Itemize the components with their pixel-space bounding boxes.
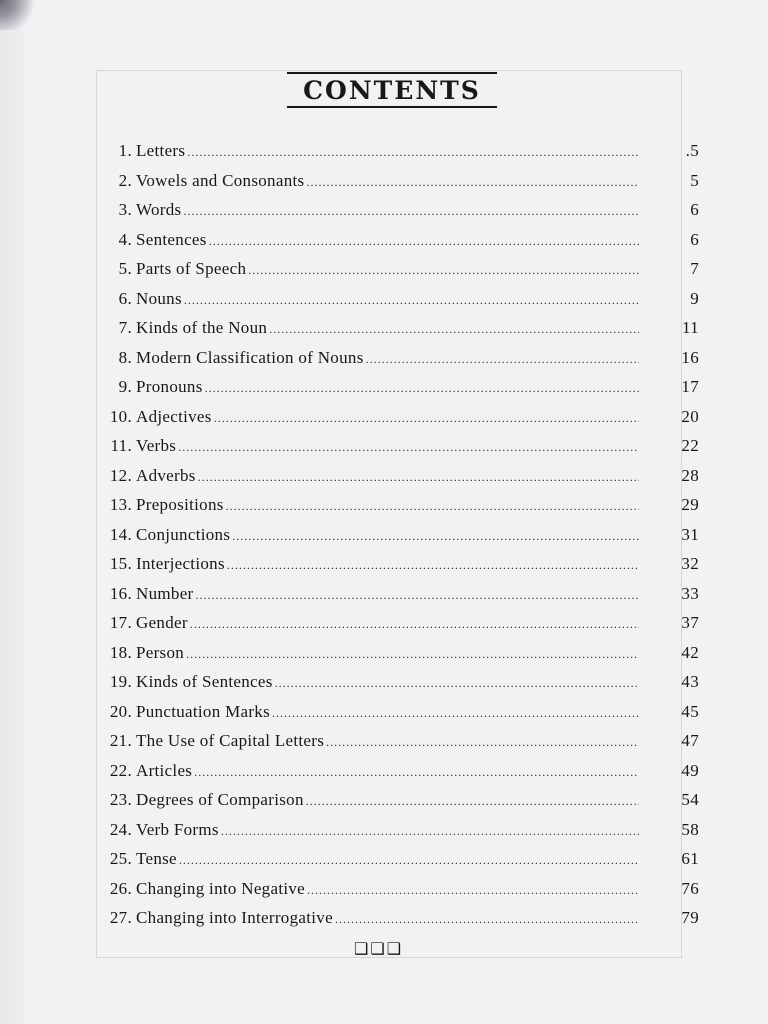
toc-entry-page: 43 (681, 672, 699, 691)
toc-entry-title: Kinds of Sentences (136, 672, 273, 691)
toc-entry (92, 171, 707, 201)
toc-entry-title: The Use of Capital Letters (136, 731, 325, 750)
toc-entry-page: 20 (681, 406, 699, 426)
toc-dot-leader (227, 558, 639, 573)
toc-entry-title: Person (136, 642, 185, 662)
toc-entry-page: 49 (681, 760, 699, 780)
toc-entry-number: 12. (109, 465, 132, 485)
toc-entry-number: 15. (109, 554, 132, 573)
toc-entry-title: Sentences (136, 229, 207, 249)
toc-entry (92, 289, 707, 319)
toc-entry-title: Punctuation Marks (136, 701, 271, 721)
toc-entry-title: Nouns (136, 288, 182, 308)
toc-dot-leader (306, 794, 639, 809)
toc-entry-number: 27. (109, 908, 132, 927)
toc-dot-leader (272, 706, 639, 721)
toc-dot-leader (306, 175, 639, 190)
toc-entry-page: 45 (681, 701, 699, 721)
toc-dot-leader (214, 411, 639, 426)
toc-entry (92, 348, 707, 378)
toc-entry-title: Degrees of Comparison (136, 790, 304, 809)
toc-dot-leader (226, 499, 639, 514)
toc-entry-number: 4. (118, 229, 132, 249)
table-of-contents (92, 141, 707, 938)
toc-entry-number: 16. (109, 583, 132, 603)
toc-entry (92, 790, 707, 820)
toc-entry (92, 377, 707, 407)
toc-entry-title: Verb Forms (136, 819, 219, 839)
toc-entry-title: Number (136, 583, 194, 603)
toc-entry-number: 13. (109, 495, 132, 514)
toc-entry-page: 58 (681, 819, 699, 839)
toc-dot-leader (269, 322, 639, 337)
toc-entry-number: 2. (118, 170, 132, 190)
toc-entry-title: Adjectives (136, 406, 212, 426)
toc-entry (92, 731, 707, 761)
toc-entry (92, 820, 707, 850)
toc-entry (92, 702, 707, 732)
toc-entry (92, 495, 707, 525)
toc-entry (92, 849, 707, 879)
toc-entry-page: 32 (681, 554, 699, 573)
toc-entry-number: 24. (109, 819, 132, 839)
toc-entry (92, 761, 707, 791)
toc-entry-title: Vowels and Consonants (136, 170, 305, 190)
toc-dot-leader (178, 440, 639, 455)
toc-entry-title: Adverbs (136, 465, 196, 485)
end-ornament: ❑❑❑ (354, 939, 404, 958)
toc-entry-number: 8. (118, 347, 132, 367)
toc-entry (92, 436, 707, 466)
toc-entry-page: 11 (682, 318, 699, 337)
page-margin (0, 0, 32, 1024)
toc-dot-leader (194, 765, 639, 780)
toc-entry-number: 7. (118, 318, 132, 337)
toc-entry-title: Prepositions (136, 495, 224, 514)
toc-entry (92, 466, 707, 496)
toc-entry (92, 554, 707, 584)
toc-entry (92, 259, 707, 289)
toc-entry-number: 19. (109, 672, 132, 691)
scan-corner-shadow (0, 0, 36, 30)
toc-dot-leader (248, 263, 639, 278)
toc-entry-number: 26. (109, 878, 132, 898)
toc-entry (92, 908, 707, 938)
toc-dot-leader (232, 529, 639, 544)
toc-entry-page: 29 (681, 495, 699, 514)
toc-entry-page: 31 (681, 524, 699, 544)
toc-dot-leader (307, 883, 639, 898)
toc-entry-title: Modern Classification of Nouns (136, 347, 364, 367)
toc-entry-title: Interjections (136, 554, 225, 573)
toc-entry-title: Pronouns (136, 377, 203, 396)
toc-entry (92, 407, 707, 437)
toc-dot-leader (209, 234, 639, 249)
toc-dot-leader (186, 647, 639, 662)
toc-dot-leader (221, 824, 639, 839)
toc-dot-leader (335, 912, 639, 927)
toc-entry-page: 6 (690, 229, 699, 249)
toc-entry-number: 21. (109, 731, 132, 750)
toc-entry-title: Letters (136, 141, 186, 160)
toc-entry-page: 33 (681, 583, 699, 603)
toc-entry (92, 230, 707, 260)
toc-entry-number: 6. (118, 288, 132, 308)
toc-entry-number: 1. (118, 141, 132, 160)
toc-entry-page: 6 (690, 200, 699, 219)
toc-entry (92, 141, 707, 171)
toc-entry-number: 5. (118, 259, 132, 278)
toc-entry-title: Parts of Speech (136, 259, 247, 278)
toc-entry-number: 3. (118, 200, 132, 219)
toc-entry-title: Articles (136, 760, 193, 780)
toc-entry-page: .5 (685, 141, 699, 160)
toc-entry-title: Verbs (136, 436, 177, 455)
contents-heading: CONTENTS (287, 72, 497, 108)
toc-entry-title: Kinds of the Noun (136, 318, 268, 337)
toc-entry-page: 61 (681, 849, 699, 868)
toc-dot-leader (198, 470, 639, 485)
toc-dot-leader (187, 145, 639, 160)
toc-entry-page: 16 (681, 347, 699, 367)
toc-dot-leader (184, 293, 639, 308)
toc-entry-number: 9. (118, 377, 132, 396)
toc-entry (92, 879, 707, 909)
toc-entry-page: 28 (681, 465, 699, 485)
toc-dot-leader (366, 352, 639, 367)
toc-dot-leader (196, 588, 639, 603)
toc-entry (92, 200, 707, 230)
toc-entry-page: 17 (681, 377, 699, 396)
toc-entry (92, 584, 707, 614)
toc-entry-title: Words (136, 200, 182, 219)
toc-dot-leader (326, 735, 639, 750)
toc-entry-page: 9 (690, 288, 699, 308)
toc-entry-title: Changing into Negative (136, 878, 306, 898)
toc-entry-page: 76 (681, 878, 699, 898)
toc-entry (92, 318, 707, 348)
toc-entry-page: 7 (690, 259, 699, 278)
toc-entry-number: 14. (109, 524, 132, 544)
toc-entry-number: 10. (109, 406, 132, 426)
toc-dot-leader (275, 676, 639, 691)
toc-entry-page: 37 (681, 613, 699, 632)
toc-entry (92, 643, 707, 673)
toc-entry-title: Conjunctions (136, 524, 231, 544)
toc-entry-title: Changing into Interrogative (136, 908, 333, 927)
toc-entry-page: 54 (681, 790, 699, 809)
toc-entry-page: 22 (681, 436, 699, 455)
toc-entry-title: Gender (136, 613, 188, 632)
toc-dot-leader (205, 381, 639, 396)
toc-entry-number: 11. (110, 436, 132, 455)
toc-entry-number: 20. (109, 701, 132, 721)
toc-entry-number: 22. (109, 760, 132, 780)
toc-dot-leader (179, 853, 639, 868)
toc-entry-number: 17. (109, 613, 132, 632)
toc-dot-leader (190, 617, 639, 632)
toc-entry-page: 47 (681, 731, 699, 750)
toc-entry (92, 525, 707, 555)
toc-entry-number: 18. (109, 642, 132, 662)
toc-entry-page: 5 (690, 170, 699, 190)
toc-entry-number: 25. (109, 849, 132, 868)
toc-dot-leader (183, 204, 639, 219)
toc-entry-page: 79 (681, 908, 699, 927)
toc-entry (92, 613, 707, 643)
toc-entry-number: 23. (109, 790, 132, 809)
toc-entry (92, 672, 707, 702)
toc-entry-title: Tense (136, 849, 177, 868)
toc-entry-page: 42 (681, 642, 699, 662)
